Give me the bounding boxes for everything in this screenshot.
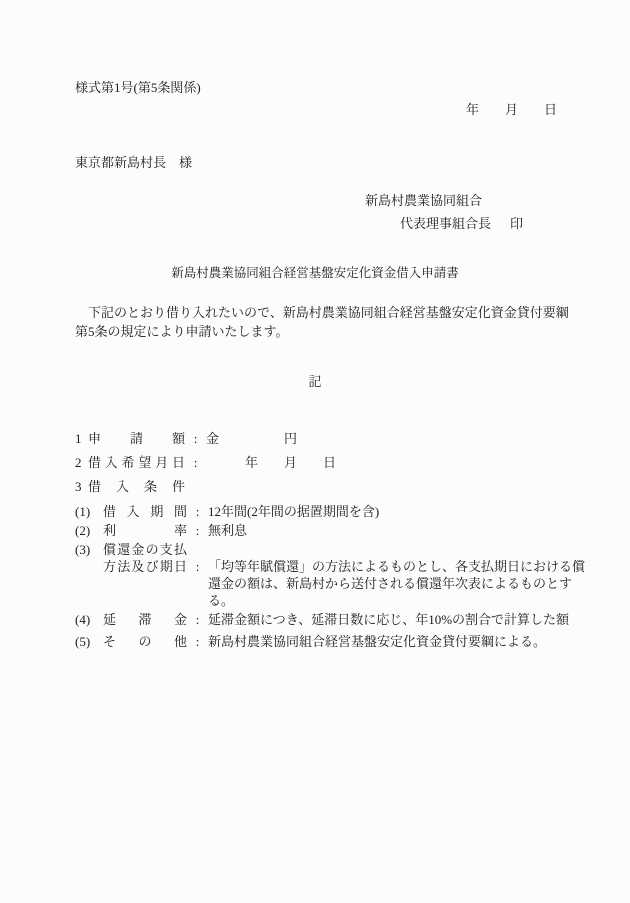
item-number: 2: [75, 455, 82, 470]
body-paragraph: 下記のとおり借り入れたいので、新島村農業協同組合経営基盤安定化資金貸付要綱第5条の規定により申請いたします。: [75, 305, 569, 339]
representative-title: 代表理事組合長: [400, 216, 492, 231]
condition-label-late-fee: 延滞金: [103, 612, 187, 627]
condition-row-repayment: [75, 541, 630, 609]
borrow-conditions-list: [75, 503, 630, 650]
condition-row-late-fee: [75, 611, 630, 628]
document-title: 新島村農業協同組合経営基盤安定化資金借入申請書: [171, 266, 459, 280]
applicant-representative-line: [75, 216, 630, 232]
condition-number: (4): [75, 612, 91, 627]
condition-value-period: 12年間(2年間の据置期間を含): [208, 504, 380, 519]
item-row-borrow-conditions: [75, 479, 630, 495]
item-label-borrow-date: 借入希望月日: [88, 455, 185, 470]
colon: :: [195, 523, 200, 538]
condition-label-other: その他: [103, 634, 187, 649]
condition-value-repayment: 「均等年賦償還」の方法によるものとし、各支払期日における償還金の額は、新島村から送付される償還年次表によるものとする。: [208, 559, 586, 608]
condition-row-borrow-period: [75, 503, 630, 520]
item-label-amount: 申請額: [88, 431, 185, 446]
colon: :: [195, 612, 200, 627]
colon: :: [193, 455, 198, 470]
seal-mark: 印: [510, 216, 524, 231]
condition-label-repayment-stack: [103, 541, 187, 575]
condition-value-other: 新島村農業協同組合経営基盤安定化資金貸付要綱による。: [208, 634, 547, 649]
colon: :: [195, 634, 200, 649]
item-label-conditions: 借入条件: [88, 479, 185, 494]
condition-number: (1): [75, 504, 91, 519]
condition-value-interest: 無利息: [208, 523, 248, 538]
condition-row-other: [75, 633, 630, 650]
condition-row-interest-rate: [75, 522, 630, 539]
colon: :: [195, 559, 200, 574]
condition-label-repayment-line2: 方法及び期日: [103, 559, 187, 574]
condition-number: (3): [75, 542, 91, 557]
item-row-application-amount: [75, 431, 630, 447]
condition-label-interest: 利率: [103, 523, 187, 538]
record-marker: 記: [308, 374, 322, 389]
colon: :: [193, 431, 198, 446]
application-items: [75, 431, 630, 650]
date-line: 年 月 日: [465, 102, 557, 117]
item-number: 3: [75, 479, 82, 494]
colon: :: [195, 504, 200, 519]
form-number: 様式第1号(第5条関係): [75, 80, 201, 95]
addressee: 東京都新島村長 様: [75, 155, 193, 170]
condition-value-late-fee: 延滞金額につき、延滞日数に応じ、年10%の割合で計算した額: [208, 612, 570, 627]
condition-label-repayment-line1: 償還金の支払: [103, 542, 187, 557]
item-value-amount: 金 円: [206, 431, 298, 446]
item-number: 1: [75, 431, 82, 446]
item-row-desired-borrow-date: [75, 455, 630, 471]
condition-number: (2): [75, 523, 91, 538]
applicant-organization: 新島村農業協同組合: [365, 193, 483, 208]
condition-label-period: 借入期間: [103, 504, 187, 519]
condition-number: (5): [75, 634, 91, 649]
item-value-borrow-date: 年 月 日: [206, 455, 337, 470]
